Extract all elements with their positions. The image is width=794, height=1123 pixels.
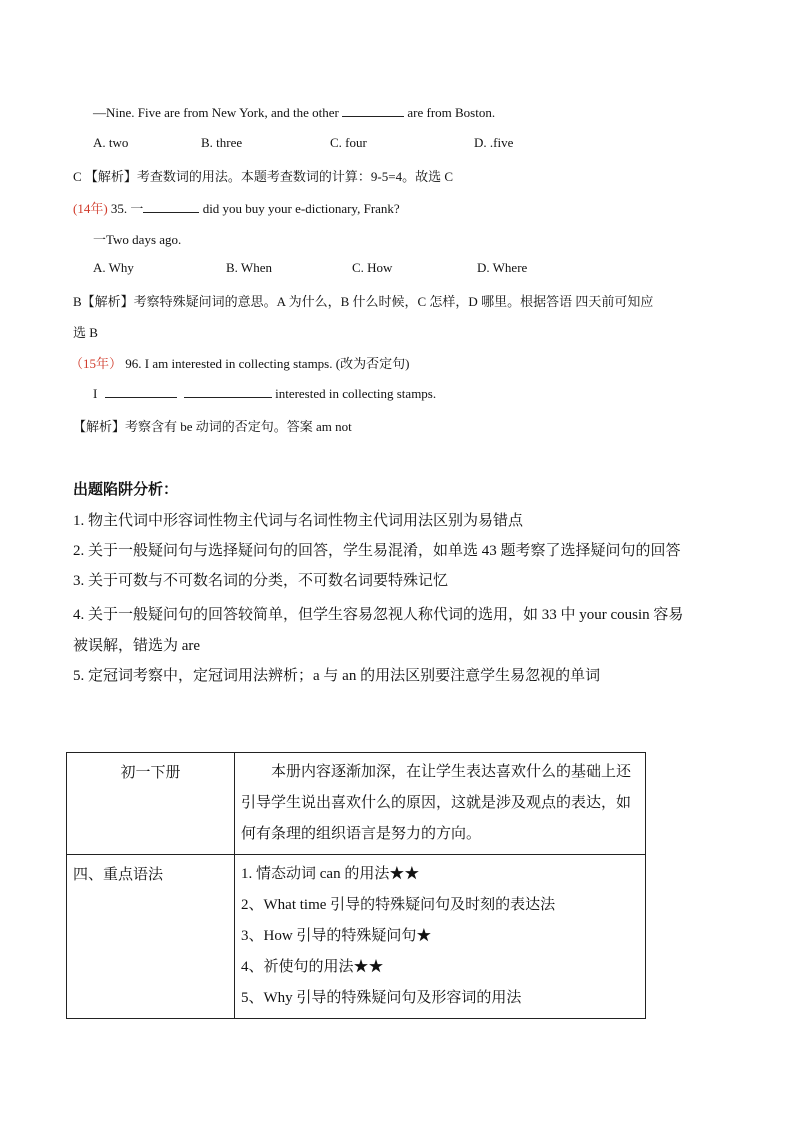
grammar-item: 5、Why 引导的特殊疑问句及形容词的用法 <box>241 990 522 1006</box>
table-cell-grammar <box>235 855 646 1019</box>
trap-item: 1. 物主代词中形容词性物主代词与名词性物主代词用法区别为易错点 <box>73 513 524 529</box>
q35-option-d: D. Where <box>477 260 528 275</box>
q35-stem-tail: did you buy your e-dictionary, Frank? <box>202 201 400 216</box>
q35-option-a: A. Why <box>93 260 134 275</box>
grammar-table <box>66 752 646 1019</box>
q96-fill <box>93 385 436 402</box>
q35-reply: 一Two days ago. <box>93 232 182 247</box>
table-cell-text <box>235 753 646 855</box>
book-description: 本册内容逐渐加深，在让学生表达喜欢什么的基础上还引导学生说出喜欢什么的原因，这就是涉及观点的表达，如何有条理的组织语言是努力的方向。 <box>241 764 632 842</box>
q96-stem <box>70 353 409 372</box>
answer-line <box>93 104 495 121</box>
q35-year: (14年) <box>73 201 108 216</box>
q96-fill-tail: interested in collecting stamps. <box>275 386 437 401</box>
table-cell-label <box>67 753 235 855</box>
table-row <box>67 855 646 1019</box>
analysis-prev: C 【解析】考查数词的用法。本题考查数词的计算：9-5=4。故选 C <box>73 169 454 184</box>
grammar-item: 2、What time 引导的特殊疑问句及时刻的表达法 <box>241 897 556 913</box>
option-c: C. four <box>330 135 367 150</box>
q96-blank-1 <box>105 385 177 398</box>
q35-option-c: C. How <box>352 260 393 275</box>
grammar-label: 四、重点语法 <box>73 867 164 883</box>
book-label: 初一下册 <box>120 765 181 781</box>
grammar-item: 3、How 引导的特殊疑问句★ <box>241 928 432 944</box>
option-d: D. .five <box>474 135 514 150</box>
table-cell-label <box>67 855 235 1019</box>
answer-text: —Nine. Five are from New York, and the other <box>93 105 339 120</box>
answer-tail: are from Boston. <box>407 105 496 120</box>
q96-fill-prefix: I <box>93 386 98 401</box>
q96-analysis: 【解析】考察含有 be 动词的否定句。答案 am not <box>73 419 352 434</box>
q96-year: （15年） <box>70 356 123 371</box>
trap-item-cont: 被误解，错选为 are <box>73 638 201 654</box>
trap-item: 3. 关于可数与不可数名词的分类，不可数名词要特殊记忆 <box>73 573 449 589</box>
option-b: B. three <box>201 135 243 150</box>
table-row <box>67 753 646 855</box>
q96-blank-2 <box>184 385 272 398</box>
q35-analysis-cont: 选 B <box>73 325 98 340</box>
q35-stem-prefix: 35. 一 <box>110 201 144 216</box>
traps-heading: 出题陷阱分析： <box>73 482 179 498</box>
trap-item: 2. 关于一般疑问句与选择疑问句的回答，学生易混淆，如单选 43 题考察了选择疑问句的回答 <box>73 543 681 559</box>
grammar-item: 1. 情态动词 can 的用法★★ <box>241 866 420 882</box>
q35-stem <box>73 198 400 217</box>
q35-option-b: B. When <box>226 260 272 275</box>
trap-item: 4. 关于一般疑问句的回答较简单，但学生容易忽视人称代词的选用，如 33 中 your cousin 容易 <box>73 607 684 623</box>
answer-blank <box>342 104 404 117</box>
q35-analysis: B【解析】考察特殊疑问词的意思。A 为什么，B 什么时候，C 怎样，D 哪里。根据答语 四天前可知应 <box>73 294 654 309</box>
grammar-item: 4、祈使句的用法★★ <box>241 959 384 975</box>
q96-stem-text: 96. I am interested in collecting stamps. (改为否定句) <box>125 356 410 371</box>
q35-blank <box>143 200 199 213</box>
option-a: A. two <box>93 135 129 150</box>
trap-item: 5. 定冠词考察中，定冠词用法辨析；a 与 an 的用法区别要注意学生易忽视的单词 <box>73 668 601 684</box>
